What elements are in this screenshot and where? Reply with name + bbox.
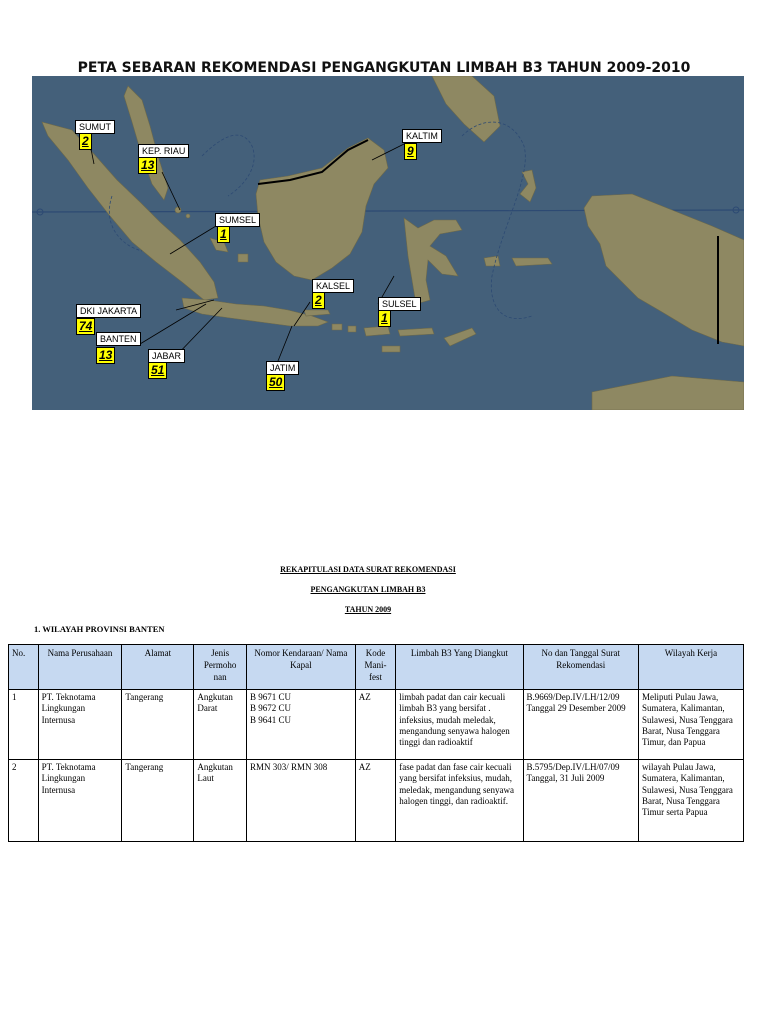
region-count-kalsel: 2	[312, 292, 325, 309]
section-title: 1. WILAYAH PROVINSI BANTEN	[34, 624, 165, 634]
region-count-kep-riau: 13	[138, 157, 157, 174]
cell-address: Tangerang	[122, 760, 194, 842]
report-heading-3: TAHUN 2009	[344, 605, 392, 614]
region-count-sumsel: 1	[217, 226, 230, 243]
region-count-kaltim: 9	[404, 143, 417, 160]
region-label-sumsel: SUMSEL	[215, 213, 260, 227]
cell-waste: limbah padat dan cair kecuali limbah B3 yang bersifat . infeksius, mudah meledak, mengandung senyawa halogen tinggi dan radioaktif	[396, 690, 523, 760]
cell-work-area: wilayah Pulau Jawa, Sumatera, Kalimantan, Sulawesi, Nusa Tenggara Barat, Nusa Tenggara Timur serta Papua	[638, 760, 743, 842]
region-label-banten: BANTEN	[96, 332, 141, 346]
indonesia-map	[32, 76, 744, 410]
belitung-island	[238, 254, 248, 262]
sumbawa-island	[364, 326, 390, 336]
table-row	[9, 690, 744, 760]
cell-no: 1	[9, 690, 39, 760]
region-count-banten: 13	[96, 347, 115, 364]
region-label-jatim: JATIM	[266, 361, 299, 375]
region-count-sulsel: 1	[378, 310, 391, 327]
header-manifest-code: Kode Mani- fest	[355, 645, 396, 690]
table-header-row	[9, 645, 744, 690]
map-graphic	[32, 76, 744, 410]
cell-letter: B.9669/Dep.IV/LH/12/09 Tanggal 29 Desember 2009	[523, 690, 638, 760]
buru-island	[484, 256, 500, 266]
recommendation-table	[8, 644, 744, 842]
region-count-jatim: 50	[266, 374, 285, 391]
cell-address: Tangerang	[122, 690, 194, 760]
riau-island-1	[175, 207, 181, 213]
region-label-kep-riau: KEP. RIAU	[138, 144, 189, 158]
report-heading-2: PENGANGKUTAN LIMBAH B3	[310, 585, 426, 594]
report-heading-1: REKAPITULASI DATA SURAT REKOMENDASI	[280, 565, 456, 574]
region-label-sumut: SUMUT	[75, 120, 115, 134]
cell-vehicle: RMN 303/ RMN 308	[246, 760, 355, 842]
region-label-jabar: JABAR	[148, 349, 185, 363]
map-title: PETA SEBARAN REKOMENDASI PENGANGKUTAN LIMBAH B3 TAHUN 2009-2010	[77, 60, 691, 76]
table-row	[9, 760, 744, 842]
region-label-dki-jakarta: DKI JAKARTA	[76, 304, 141, 318]
bali-island	[332, 324, 342, 330]
cell-type: Angkutan Laut	[194, 760, 247, 842]
region-label-kaltim: KALTIM	[402, 129, 442, 143]
cell-type: Angkutan Darat	[194, 690, 247, 760]
header-type: Jenis Permoho nan	[194, 645, 247, 690]
riau-island-2	[186, 214, 190, 218]
region-count-sumut: 2	[79, 133, 92, 150]
header-vehicle: Nomor Kendaraan/ Nama Kapal	[246, 645, 355, 690]
sumba-island	[382, 346, 400, 352]
region-label-sulsel: SULSEL	[378, 297, 421, 311]
cell-company: PT. Teknotama Lingkungan Internusa	[38, 760, 122, 842]
region-label-kalsel: KALSEL	[312, 279, 354, 293]
region-count-jabar: 51	[148, 362, 167, 379]
header-no: No.	[9, 645, 39, 690]
header-waste: Limbah B3 Yang Diangkut	[396, 645, 523, 690]
cell-letter: B.5795/Dep.IV/LH/07/09 Tanggal, 31 Juli 2009	[523, 760, 638, 842]
cell-manifest-code: AZ	[355, 760, 396, 842]
cell-work-area: Meliputi Pulau Jawa, Sumatera, Kalimantan, Sulawesi, Nusa Tenggara Barat, Nusa Tenggara Timur, dan Papua	[638, 690, 743, 760]
cell-no: 2	[9, 760, 39, 842]
cell-vehicle: B 9671 CU B 9672 CU B 9641 CU	[246, 690, 355, 760]
lombok-island	[348, 326, 356, 332]
cell-waste: fase padat dan fase cair kecuali yang bersifat infeksius, mudah, meledak, mengandung senyawa halogen tinggi, dan radioaktif.	[396, 760, 523, 842]
header-work-area: Wilayah Kerja	[638, 645, 743, 690]
header-address: Alamat	[122, 645, 194, 690]
cell-company: PT. Teknotama Lingkungan Internusa	[38, 690, 122, 760]
region-count-dki-jakarta: 74	[76, 318, 95, 335]
header-company: Nama Perusahaan	[38, 645, 122, 690]
header-letter: No dan Tanggal Surat Rekomendasi	[523, 645, 638, 690]
cell-manifest-code: AZ	[355, 690, 396, 760]
